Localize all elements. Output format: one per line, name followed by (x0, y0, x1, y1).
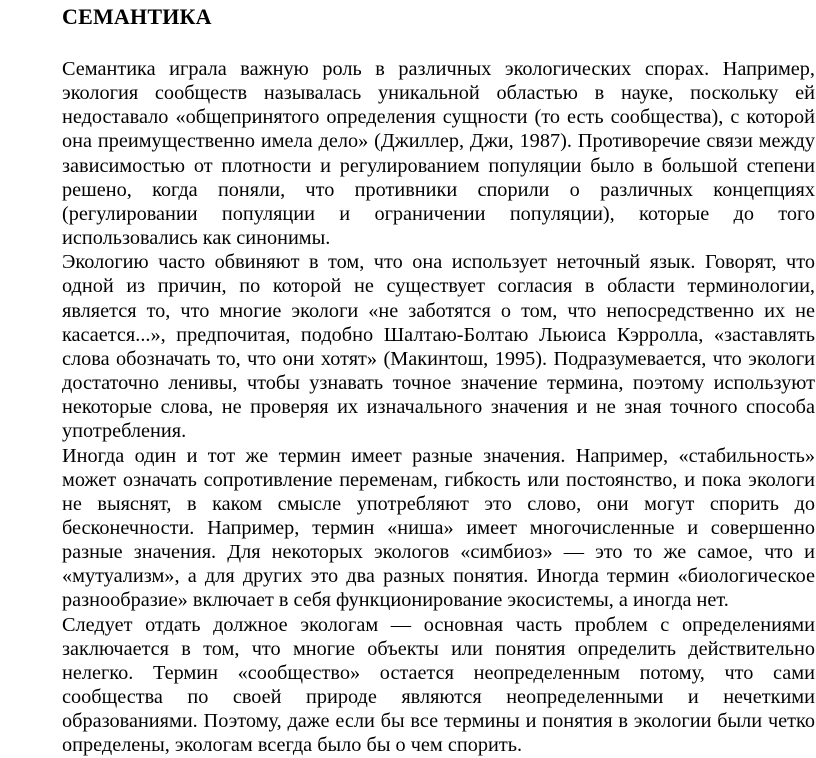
document-page (62, 0, 815, 758)
document-title: СЕМАНТИКА (62, 4, 212, 29)
paragraph-1: Семантика играла важную роль в различных экологических спорах. Например, экология сообществ называлась уникальной областью в науке, поскольку ей недоставало «общепринятого определения сущности (то есть сообщества), с которой она преимущественно имела дело» (Джиллер, Джи, 1987). Противоречие связи между зависимостью от плотности и регулированием популяции было в большой степени решено, когда поняли, что противники спорили о различных концепциях (регулировании популяции и ограничении популяции), которые до того использовались как синонимы. (62, 58, 815, 250)
paragraph-2: Экологию часто обвиняют в том, что она использует неточный язык. Говорят, что одной из причин, по которой не существует согласия в области терминологии, является то, что многие экологи «не заботятся о том, что непосредственно их не касается...», предпочитая, подобно Шалтаю-Болтаю Льюиса Кэрролла, «заставлять слова обозначать то, что они хотят» (Макинтош, 1995). Подразумевается, что экологи достаточно ленивы, чтобы узнавать точное значение термина, поэтому используют некоторые слова, не проверяя их изначального значения и не зная точного способа употребления. (62, 251, 815, 443)
document-body (62, 57, 815, 758)
paragraph-4: Следует отдать должное экологам — основная часть проблем с определениями заключается в том, что многие объекты или понятия определить действительно нелегко. Термин «сообщество» остается неопределенным потому, что сами сообщества по своей природе являются неопределенными и нечеткими образованиями. Поэтому, даже если бы все термины и понятия в экологии были четко определены, экологам всегда было бы о чем спорить. (62, 613, 815, 757)
paragraph-3: Иногда один и тот же термин имеет разные значения. Например, «стабильность» может означать сопротивление переменам, гибкость или постоянство, и пока экологи не выяснят, в каком смысле употребляют это слово, они могут спорить до бесконечности. Например, термин «ниша» имеет многочисленные и совершенно разные значения. Для некоторых экологов «симбиоз» — это то же самое, что и «мутуализм», а для других это два разных понятия. Иногда термин «биологическое разнообразие» включает в себя функционирование экосистемы, а иногда нет. (62, 444, 815, 612)
